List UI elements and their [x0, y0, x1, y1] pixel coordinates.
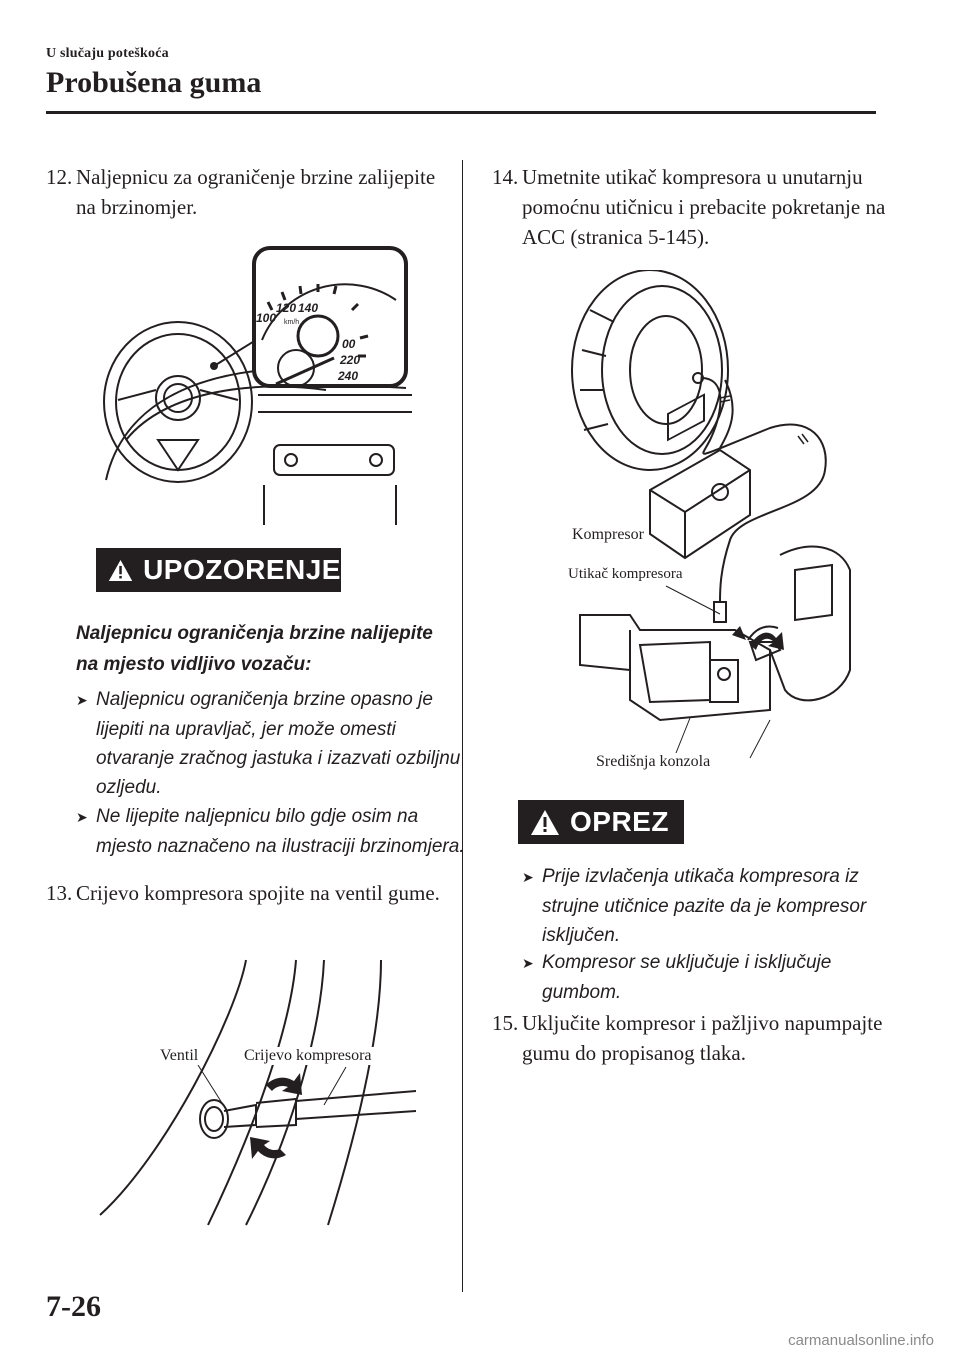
arrow-bullet-icon: ➤ — [76, 809, 88, 825]
warning-badge — [96, 548, 341, 592]
step-text: Naljepnicu za ograničenje brzine zalijepite na brzinomjer. — [76, 165, 436, 219]
warning-bullet-text: Ne lijepite naljepnicu bilo gdje osim na mjesto naznačeno na ilustraciji brzinomjera. — [96, 806, 465, 857]
section-label: U slučaju poteškoća — [46, 46, 169, 61]
console-callout: Središnja konzola — [596, 753, 711, 770]
tick-label: 100 — [256, 311, 277, 325]
speedometer-illustration — [96, 240, 416, 530]
caution-bullet-text: Prije izvlačenja utikača kompresora iz strujne utičnice pazite da je kompresor isključen. — [542, 866, 867, 946]
arrow-bullet-icon: ➤ — [522, 869, 534, 885]
compressor-callout: Kompresor — [572, 526, 644, 543]
hose-callout: Crijevo kompresora — [244, 1047, 372, 1064]
caution-bullet-text: Kompresor se uključuje i isključuje gumbom. — [542, 952, 832, 1003]
title-rule — [46, 111, 876, 114]
arrow-bullet-icon: ➤ — [522, 955, 534, 971]
step-number: 14. — [492, 165, 519, 189]
step-number: 15. — [492, 1011, 519, 1035]
step-14 — [492, 162, 932, 252]
compressor-illustration — [570, 270, 860, 780]
arrow-bullet-icon: ➤ — [76, 692, 88, 708]
warning-icon — [108, 557, 133, 584]
step-13 — [46, 878, 456, 908]
tick-label: 140 — [298, 301, 319, 315]
caution-bullet — [522, 948, 912, 1007]
tick-label: 220 — [340, 353, 361, 367]
step-12 — [46, 162, 456, 222]
tick-label: 240 — [338, 369, 359, 383]
plug-callout: Utikač kompresora — [568, 566, 683, 582]
caution-label: OPREZ — [570, 806, 669, 837]
caution-badge — [518, 800, 684, 844]
tick-label: 120 — [276, 301, 297, 315]
ventil-callout: Ventil — [160, 1047, 199, 1064]
step-15 — [492, 1008, 932, 1068]
step-text: Uključite kompresor i pažljivo napumpajte gumu do propisanog tlaka. — [522, 1011, 883, 1065]
page-title: Probušena guma — [46, 66, 262, 99]
step-number: 12. — [46, 165, 73, 189]
warning-bullet-text: Naljepnicu ograničenja brzine opasno je lijepiti na upravljač, jer može omesti otvaranje zračnog jastuka i izazvati ozbiljnu ozljedu. — [96, 689, 461, 798]
tick-label: 00 — [342, 337, 356, 351]
speed-unit: km/h — [284, 319, 300, 326]
caution-bullet — [522, 862, 912, 950]
step-text: Umetnite utikač kompresora u unutarnju pomoćnu utičnicu i prebacite pokretanje na ACC (stranica 5-145). — [522, 165, 886, 249]
watermark: carmanualsonline.info — [788, 1332, 934, 1349]
warning-label: UPOZORENJE — [143, 554, 341, 585]
step-number: 13. — [46, 881, 73, 905]
valve-hose-illustration — [96, 955, 416, 1230]
warning-icon — [530, 809, 560, 836]
step-text: Crijevo kompresora spojite na ventil gume. — [76, 881, 440, 905]
warning-lead: Naljepnicu ograničenja brzine nalijepite na mjesto vidljivo vozaču: — [76, 623, 433, 675]
warning-bullet — [76, 802, 466, 861]
warning-bullet — [76, 685, 466, 802]
page-number: 7-26 — [46, 1290, 101, 1323]
